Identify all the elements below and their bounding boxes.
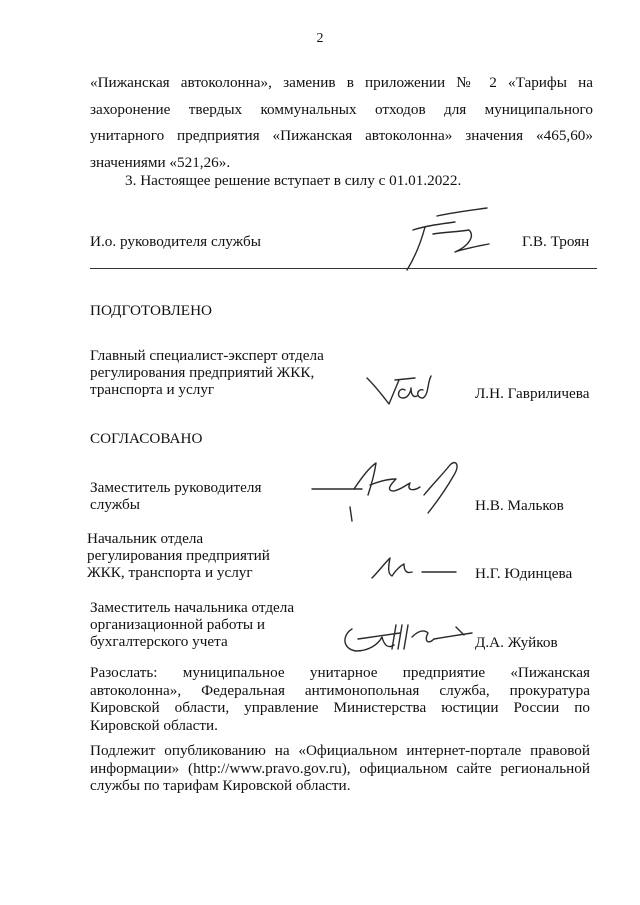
prepared-signature (365, 372, 445, 412)
amendment-paragraph (90, 70, 593, 176)
deputy-chief-name: Д.А. Жуйков (475, 634, 558, 651)
deputy-title-line-1: Заместитель руководителя (90, 479, 262, 496)
page-number: 2 (316, 31, 324, 46)
head-name: Г.В. Троян (522, 233, 590, 250)
publication-line-3: службы по тарифам Кировской области. (90, 777, 351, 794)
deputy-chief-title-line-2: организационной работы и (90, 616, 265, 633)
prepared-title-line-2: регулирования предприятий ЖКК, (90, 364, 315, 381)
prepared-title (90, 347, 324, 398)
distribution-line-4: Кировской области. (90, 716, 218, 734)
amendment-line-3: унитарного предприятия «Пижанская автоколонна» значения «465,60» (90, 127, 593, 144)
deputy-chief-title-line-1: Заместитель начальника отдела (90, 599, 295, 616)
chief-title (87, 530, 270, 581)
deputy-chief-title (90, 599, 294, 650)
agreed-heading: СОГЛАСОВАНО (90, 430, 203, 447)
chief-title-line-1: Начальник отдела (87, 530, 204, 547)
amendment-line-4: значениями «521,26». (90, 153, 231, 171)
prepared-title-line-3: транспорта и услуг (90, 381, 215, 398)
deputy-chief-title-line-3: бухгалтерского учета (90, 633, 228, 650)
amendment-line-2: захоронение твердых коммунальных отходов для муниципального (90, 100, 593, 118)
amendment-line-1: «Пижанская автоколонна», заменив в приложении № 2 «Тарифы на (90, 74, 593, 91)
distribution-line-1: Разослать: муниципальное унитарное предприятие «Пижанская (90, 664, 590, 681)
publication-line-2: информации» (http://www.pravo.gov.ru), официальном сайте региональной (90, 759, 590, 777)
prepared-name: Л.Н. Гавриличева (475, 385, 590, 402)
distribution-paragraph (90, 664, 590, 734)
publication-line-1: Подлежит опубликованию на «Официальном интернет-портале правовой (90, 742, 590, 759)
publication-paragraph (90, 742, 590, 795)
separator-line (90, 268, 597, 269)
head-title: И.о. руководителя службы (90, 233, 261, 250)
distribution-line-2: автоколонна», Федеральная антимонопольная служба, прокуратура (90, 681, 590, 699)
chief-title-line-3: ЖКК, транспорта и услуг (87, 564, 253, 581)
deputy-title (90, 479, 261, 513)
prepared-heading: ПОДГОТОВЛЕНО (90, 302, 213, 319)
deputy-name: Н.В. Мальков (475, 497, 564, 514)
distribution-line-3: Кировской области, управление Министерства юстиции России по (90, 699, 590, 716)
chief-title-line-2: регулирования предприятий (87, 547, 270, 564)
chief-signature (370, 550, 465, 588)
deputy-title-line-2: службы (90, 496, 140, 513)
effective-date-paragraph: 3. Настоящее решение вступает в силу с 01.01.2022. (125, 172, 462, 189)
prepared-title-line-1: Главный специалист-эксперт отдела (90, 347, 324, 364)
chief-name: Н.Г. Юдинцева (475, 565, 573, 582)
deputy-signature (310, 455, 470, 530)
deputy-chief-signature (338, 615, 478, 660)
head-signature (385, 202, 495, 277)
